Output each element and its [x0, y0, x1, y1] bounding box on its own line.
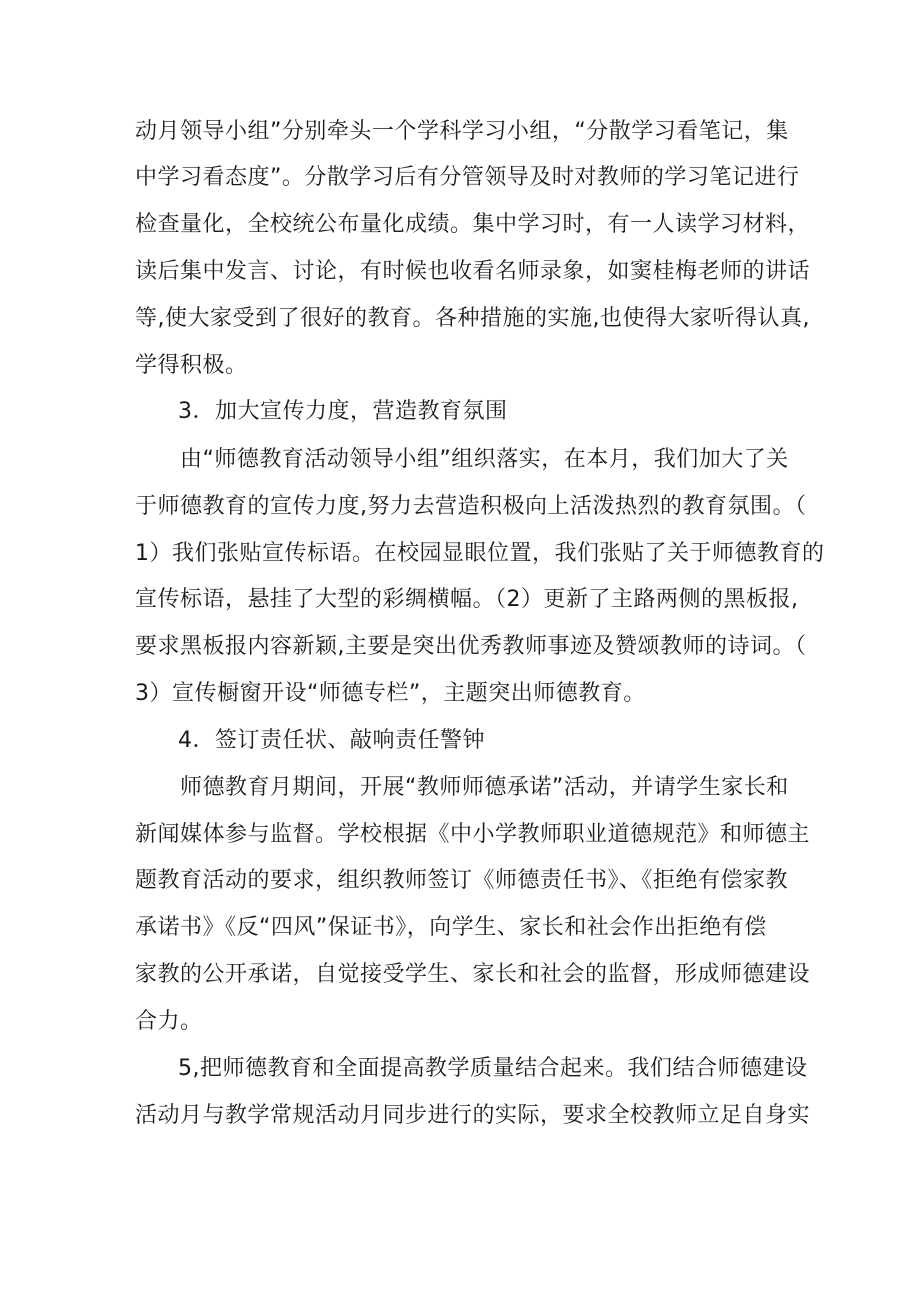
section-heading: 3．加大宣传力度，营造教育氛围	[178, 399, 508, 424]
paragraph-line: 由“师德教育活动领导小组”组织落实，在本月，我们加大了关	[180, 447, 789, 472]
paragraph-line: 等,使大家受到了很好的教育。各种措施的实施,也使得大家听得认真,	[135, 306, 810, 331]
section-heading: 4．签订责任状、敲响责任警钟	[178, 728, 485, 753]
paragraph-line: 动月领导小组”分别牵头一个学科学习小组，“分散学习看笔记，集	[135, 119, 789, 144]
paragraph-line: 家教的公开承诺，自觉接受学生、家长和社会的监督，形成师德建设	[135, 962, 811, 987]
paragraph-line: 检查量化，全校统公布量化成绩。集中学习时，有一人读学习材料，	[135, 212, 811, 237]
paragraph-line: 要求黑板报内容新颖,主要是突出优秀教师事迹及赞颂教师的诗词。（	[135, 634, 807, 659]
paragraph-line: 宣传标语，悬挂了大型的彩绸横幅。（2）更新了主路两侧的黑板报,	[135, 587, 799, 612]
paragraph-line: 承诺书》《反“四风”保证书》，向学生、家长和社会作出拒绝有偿	[135, 915, 767, 940]
paragraph-line: 3）宣传橱窗开设“师德专栏”，主题突出师德教育。	[135, 681, 646, 706]
paragraph-line: 题教育活动的要求，组织教师签订《师德责任书》、《拒绝有偿家教	[135, 868, 789, 893]
paragraph-line: 于师德教育的宣传力度,努力去营造积极向上活泼热烈的教育氛围。（	[135, 494, 807, 519]
paragraph-line: 活动月与教学常规活动月同步进行的实际，要求全校教师立足自身实	[135, 1103, 811, 1128]
paragraph-line: 学得积极。	[135, 353, 248, 378]
paragraph-line: 1）我们张贴宣传标语。在校园显眼位置，我们张贴了关于师德教育的	[135, 541, 825, 566]
paragraph-line: 5,把师德教育和全面提高教学质量结合起来。我们结合师德建设	[178, 1056, 808, 1081]
paragraph-line: 读后集中发言、讨论，有时候也收看名师录象，如窦桂梅老师的讲话	[135, 259, 811, 284]
paragraph-line: 合力。	[135, 1009, 203, 1034]
paragraph-line: 中学习看态度”。分散学习后有分管领导及时对教师的学习笔记进行	[135, 165, 800, 190]
paragraph-line: 新闻媒体参与监督。学校根据《中小学教师职业道德规范》和师德主	[135, 822, 811, 847]
paragraph-line: 师德教育月期间，开展“教师师德承诺”活动，并请学生家长和	[180, 775, 789, 800]
